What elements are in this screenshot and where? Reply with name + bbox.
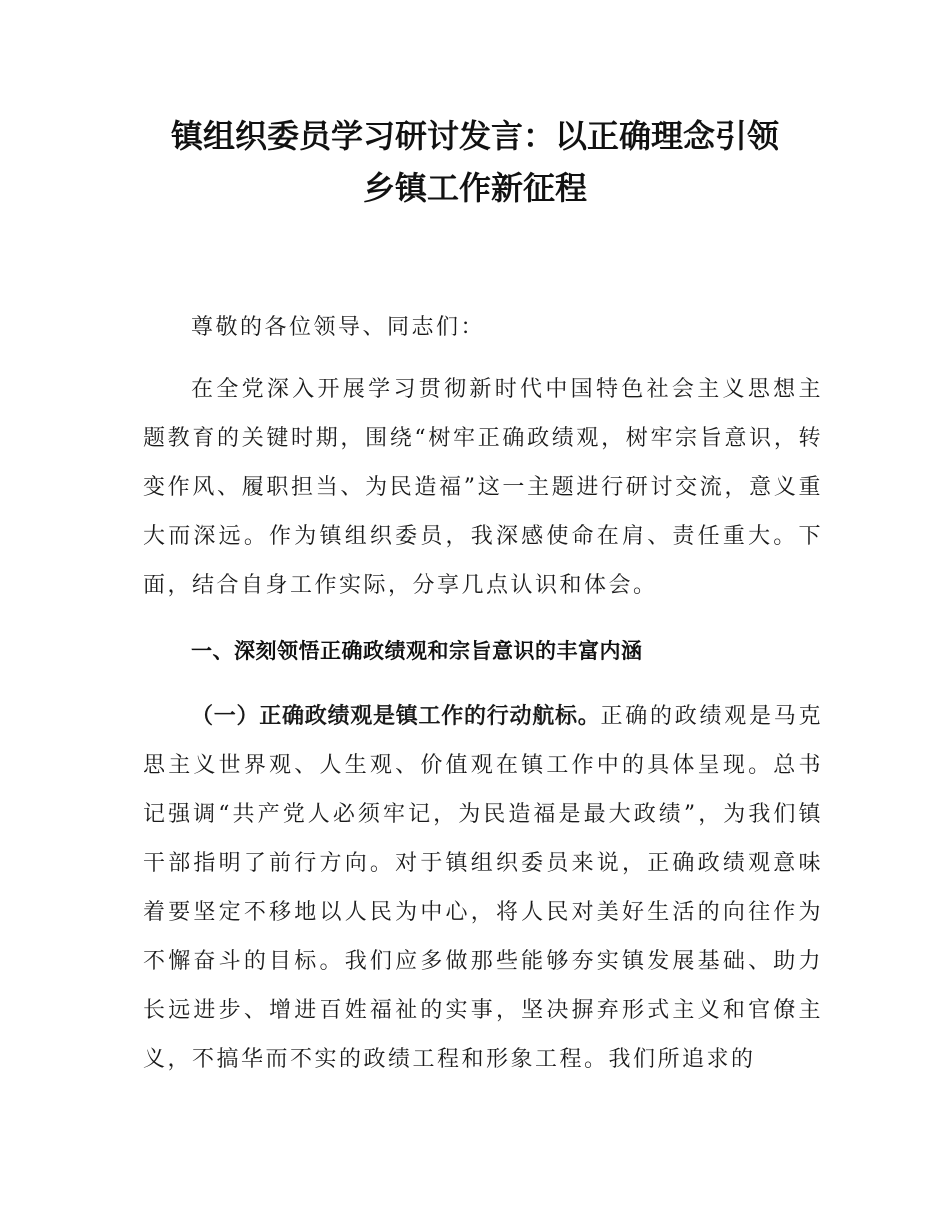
- paragraph-intro: 在全党深入开展学习贯彻新时代中国特色社会主义思想主题教育的关键时期，围绕“树牢正确政绩观，树牢宗旨意识，转变作风、履职担当、为民造福”这一主题进行研讨交流，意义重大而深远。作为镇组织委员，我深感使命在肩、责任重大。下面，结合自身工作实际，分享几点认识和体会。: [143, 377, 823, 598]
- document-title-line-1: 镇组织委员学习研讨发言：以正确理念引领: [170, 117, 779, 155]
- document-title-line-2: 乡镇工作新征程: [362, 169, 587, 207]
- paragraph-subsection-1: [143, 692, 823, 1084]
- section-heading-1: 一、深刻领悟正确政绩观和宗旨意识的丰富内涵: [191, 639, 643, 663]
- subsection-1-body: 正确的政绩观是马克思主义世界观、人生观、价值观在镇工作中的具体呈现。总书记强调“共产党人必须牢记，为民造福是最大政绩”，为我们镇干部指明了前行方向。对于镇组织委员来说，正确政绩观意味着要坚定不移地以人民为中心，将人民对美好生活的向往作为不懈奋斗的目标。我们应多做那些能够夯实镇发展基础、助力长远进步、增进百姓福祉的实事，坚决摒弃形式主义和官僚主义，不搞华而不实的政绩工程和形象工程。我们所追求的: [143, 704, 823, 1072]
- greeting: 尊敬的各位领导、同志们：: [191, 315, 486, 340]
- subsection-heading-1: （一）正确政绩观是镇工作的行动航标。: [191, 704, 601, 729]
